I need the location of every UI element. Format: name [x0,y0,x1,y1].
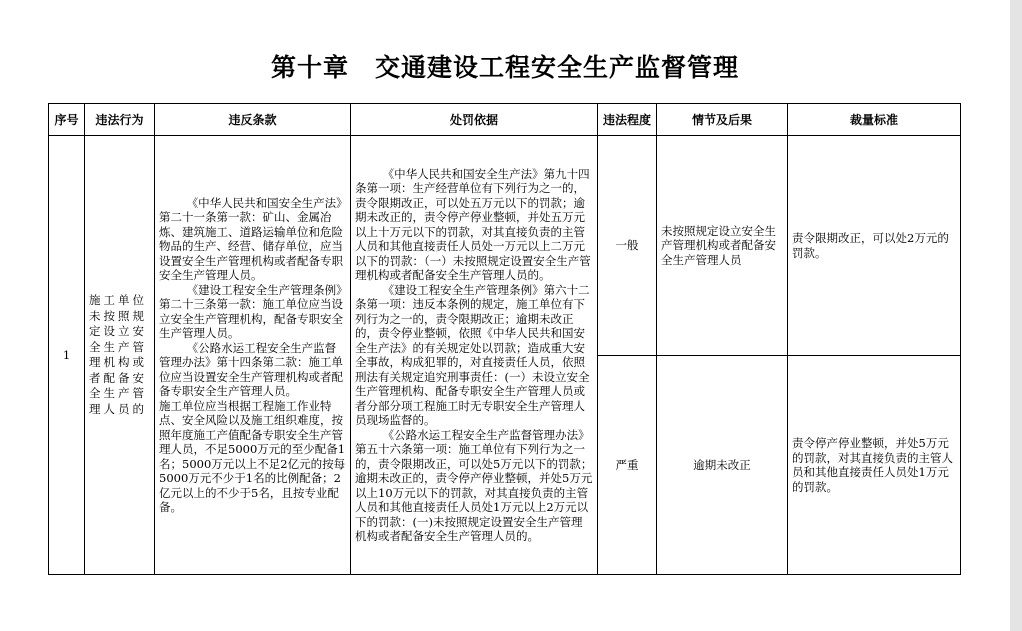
basis-text: 《建设工程安全生产管理条例》第六十二条第一项：违反本条例的规定，施工单位有下列行为之一的，责令限期改正；逾期未改正的，责令停业整顿，依照《中华人民共和国安全生产法》的有关规定处以罚款；造成重大安全事故，构成犯罪的，对直接责任人员，依照刑法有关规定追究刑事责任：(一）未设立安全生产管理机构、配备专职安全生产管理人员或者分部分项工程施工时无专职安全生产管理人员现场监督的。 [355,282,590,427]
header-standard: 裁量标准 [788,104,961,136]
penalty-table [48,103,961,575]
consequence-serious: 逾期未改正 [657,356,788,575]
chapter-title: 交通建设工程安全生产监督管理 [375,53,740,82]
header-behavior: 违法行为 [85,104,155,136]
basis-text: 《公路水运工程安全生产监督管理办法》第五十六条第一项：施工单位有下列行为之一的，责令限期改正，可以处5万元以下的罚款；逾期未改正的，责令停产停业整顿，并处5万元以上10万元以下的罚款，对其直接负责的主管人员和其他直接责任人员处1万元以上2万元以下的罚款：(一)未按照规定设置安全生产管理机构或者配备安全生产管理人员的。 [355,427,593,543]
table-header-row [49,104,961,136]
scroll-gutter [1010,0,1022,631]
chapter-number: 第十章 [270,53,349,82]
header-degree: 违法程度 [598,104,657,136]
provision-text: 《公路水运工程安全生产监督管理办法》第十四条第二款：施工单位应当设置安全生产管理机构或者配备专职安全生产管理人员。 [159,340,343,398]
degree-serious: 严重 [598,356,657,575]
standard-general: 责令限期改正，可以处2万元的罚款。 [788,136,961,356]
row-provisions [155,136,351,575]
row-seq: 1 [49,136,85,575]
header-basis: 处罚依据 [351,104,598,136]
row-basis [351,136,598,575]
row-behavior: 施工单位未按照规定设立安全生产管理机构或者配备安全生产管理人员的 [85,136,155,575]
header-provisions: 违反条款 [155,104,351,136]
table-row [49,136,961,356]
page-title [0,48,1010,84]
header-seq: 序号 [49,104,85,136]
provision-text: 《建设工程安全生产管理条例》第二十三条第一款：施工单位应当设立安全生产管理机构，配备专职安全生产管理人员。 [159,282,343,340]
degree-general: 一般 [598,136,657,356]
provision-text: 施工单位应当根据工程施工作业特点、安全风险以及施工组织难度，按照年度施工产值配备专职安全生产管理人员，不足5000万元的至少配备1名；5000万元以上不足2亿元的按每5000万元不少于1名的比例配备；2亿元以上的不少于5名，且按专业配备。 [159,398,346,514]
provision-text: 《中华人民共和国安全生产法》第二十一条第一款：矿山、金属冶炼、建筑施工、道路运输单位和危险物品的生产、经营、储存单位，应当设置安全生产管理机构或者配备专职安全生产管理人员。 [159,195,343,282]
header-consequence: 情节及后果 [657,104,788,136]
consequence-general: 未按照规定设立安全生产管理机构或者配备安全生产管理人员 [657,136,788,356]
standard-serious: 责令停产停业整顿，并处5万元的罚款，对其直接负责的主管人员和其他直接责任人员处1万元的罚款。 [788,356,961,575]
basis-text: 《中华人民共和国安全生产法》第九十四条第一项：生产经营单位有下列行为之一的，责令限期改正，可以处五万元以下的罚款；逾期未改正的，责令停产停业整顿，并处五万元以上十万元以下的罚款，对其直接负责的主管人员和其他直接责任人员处一万元以上二万元以下的罚款：（一）未按照规定设置安全生产管理机构或者配备安全生产管理人员的。 [355,166,591,282]
